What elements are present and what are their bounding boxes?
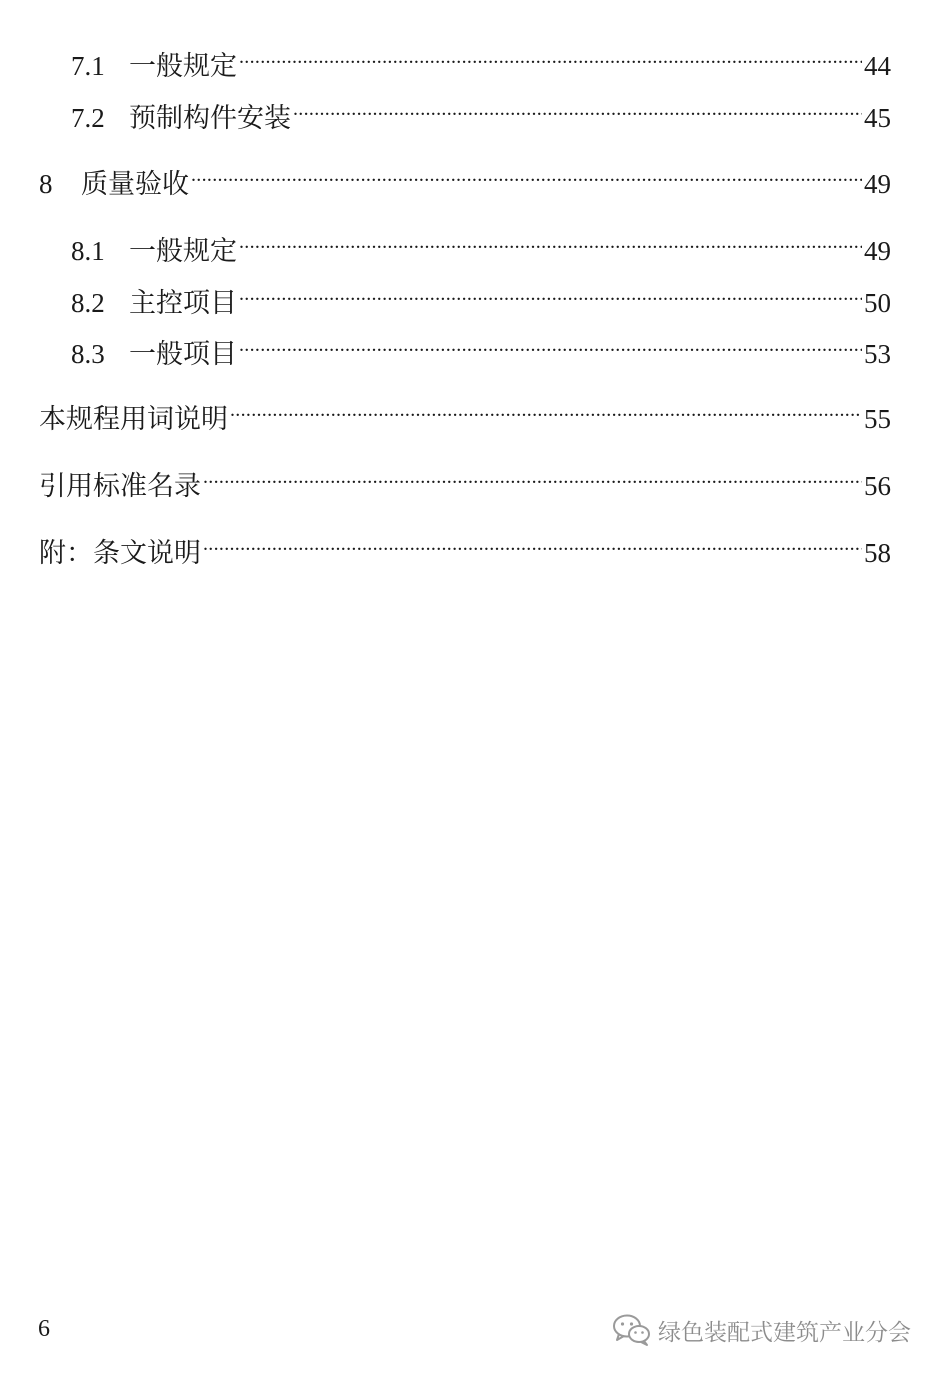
toc-entry-appendix-explanation[interactable] [0,522,941,568]
toc-entry-title: 附：条文说明 [39,538,201,568]
toc-entry-page: 44 [864,51,891,81]
toc-entry-title: 一般规定 [129,51,237,81]
toc-entry-7-2[interactable] [0,87,941,133]
toc-entry-number: 8 [39,169,53,199]
toc-entry-7-1[interactable] [0,35,941,81]
toc-entry-title: 一般规定 [129,236,237,266]
watermark [612,1312,911,1348]
toc-entry-8-3[interactable] [0,323,941,369]
toc-entry-page: 45 [864,103,891,133]
toc-entry-page: 58 [864,538,891,568]
toc-entry-page: 49 [864,236,891,266]
toc-entry-8[interactable] [0,153,941,199]
toc-entry-number: 7.2 [71,103,105,133]
wechat-icon [612,1313,652,1347]
toc-entry-page: 55 [864,404,891,434]
toc-entry-page: 53 [864,339,891,369]
toc-entry-title: 质量验收 [81,169,189,199]
toc-entry-page: 56 [864,471,891,501]
toc-entry-title: 引用标准名录 [39,471,201,501]
toc-entry-terms-explanation[interactable] [0,388,941,434]
dot-leader [239,272,862,312]
toc-entry-page: 50 [864,288,891,318]
watermark-text: 绿色装配式建筑产业分会 [658,1319,911,1346]
dot-leader [239,35,862,75]
toc-entry-number: 7.1 [71,51,105,81]
toc-entry-title: 一般项目 [129,339,237,369]
toc-entry-8-2[interactable] [0,272,941,318]
dot-leader [239,220,862,260]
dot-leader [191,153,862,193]
page-number: 6 [38,1316,50,1342]
toc-entry-8-1[interactable] [0,220,941,266]
dot-leader [293,87,862,127]
dot-leader [230,388,862,428]
toc-entry-referenced-standards[interactable] [0,455,941,501]
dot-leader [203,455,862,495]
toc-entry-number: 8.1 [71,236,105,266]
toc-entry-title: 预制构件安装 [129,103,291,133]
toc-entry-page: 49 [864,169,891,199]
dot-leader [239,323,862,363]
toc-entry-number: 8.3 [71,339,105,369]
toc-entry-number: 8.2 [71,288,105,318]
dot-leader [203,522,862,562]
toc-entry-title: 本规程用词说明 [39,404,228,434]
toc-entry-title: 主控项目 [129,288,237,318]
